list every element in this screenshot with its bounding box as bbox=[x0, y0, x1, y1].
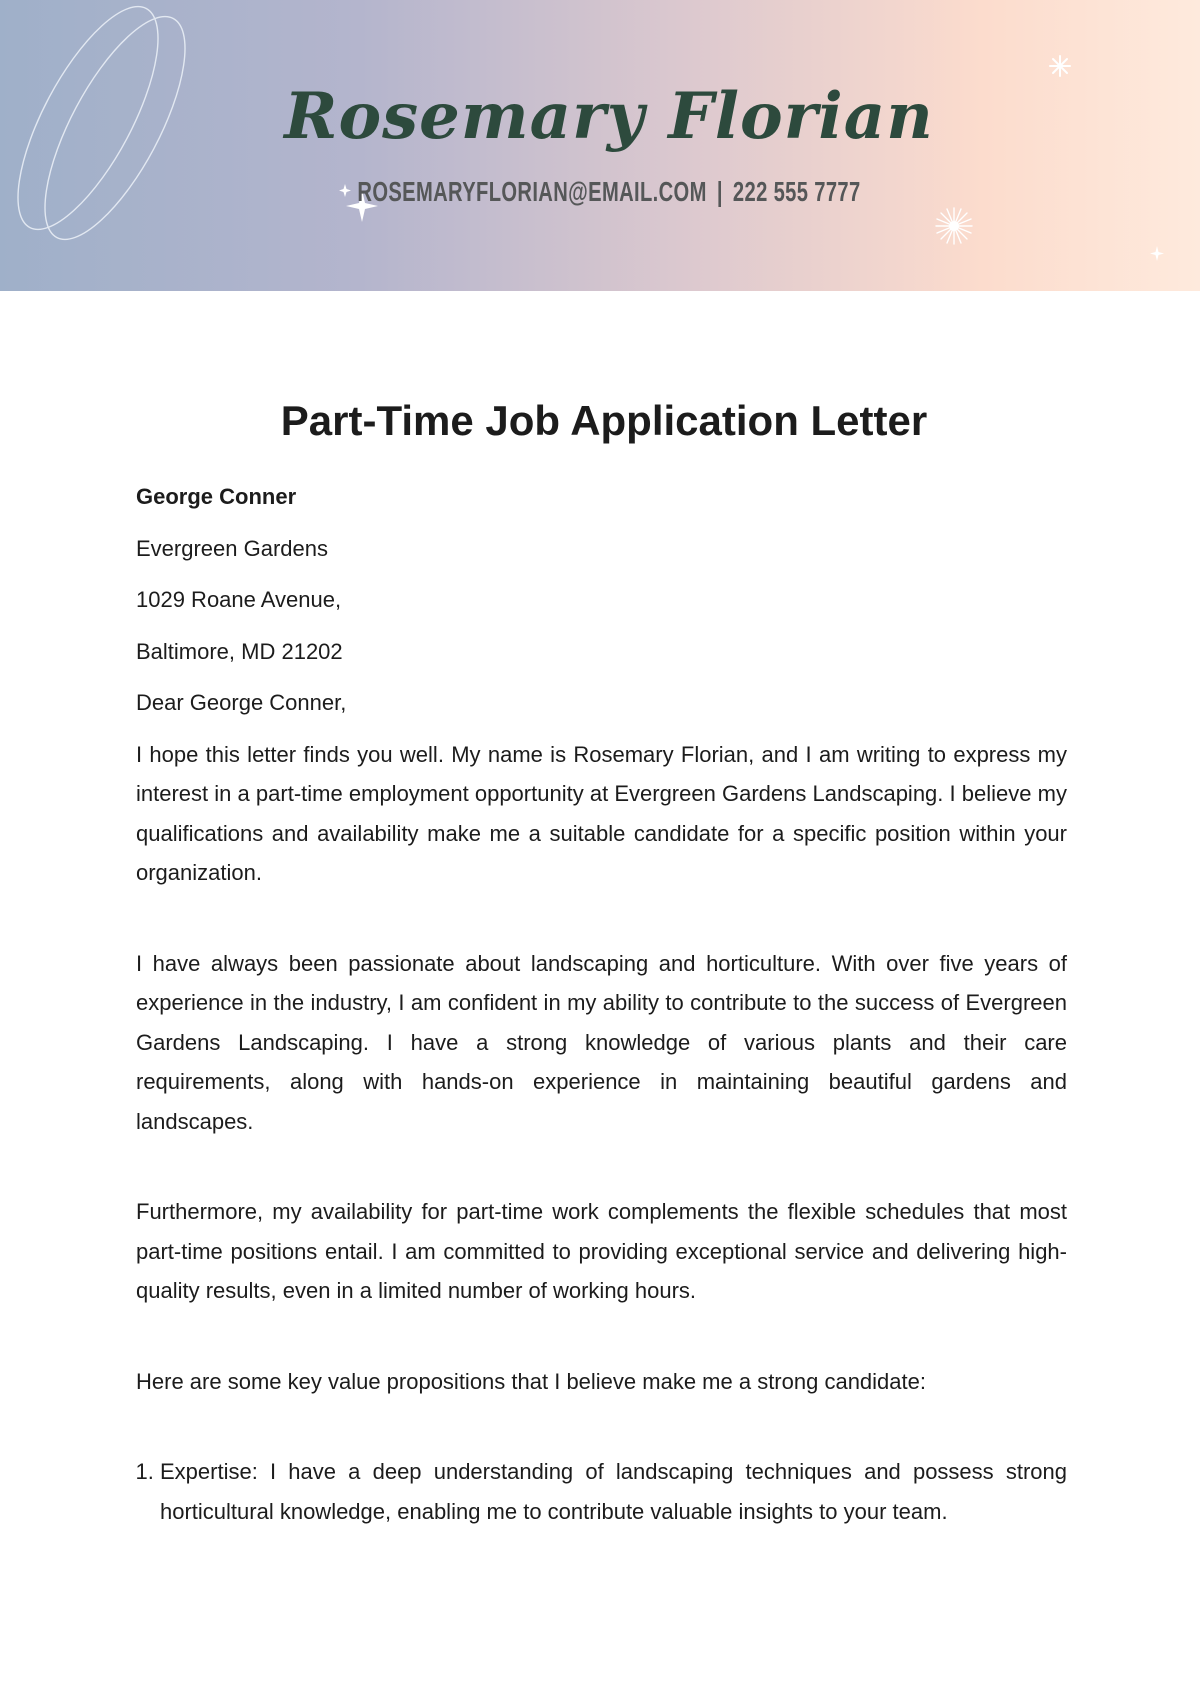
recipient-city: Baltimore, MD 21202 bbox=[136, 638, 343, 664]
sender-email: ROSEMARYFLORIAN@EMAIL.COM bbox=[357, 176, 707, 207]
recipient-company: Evergreen Gardens bbox=[136, 535, 328, 561]
contact-separator: | bbox=[716, 176, 723, 207]
recipient-street: 1029 Roane Avenue, bbox=[136, 587, 342, 612]
letter-body bbox=[136, 477, 1067, 1531]
paragraph: Furthermore, my availability for part-time work complements the flexible schedules that most part-time positions entail. I am committed to providing exceptional service and delivering high-quality results, even in a limited number of working hours. bbox=[136, 1199, 1067, 1303]
contact-line bbox=[171, 176, 1048, 208]
paragraph: I hope this letter finds you well. My name is Rosemary Florian, and I am writing to express my interest in a part-time employment opportunity at Evergreen Gardens Landscaping. I believe my qualifications and availability make me a suitable candidate for a specific position within your organization. bbox=[136, 741, 1067, 885]
list-intro: Here are some key value propositions that I believe make me a strong candidate: bbox=[136, 1368, 926, 1394]
list-item: 1. Expertise: I have a deep understanding of landscaping techniques and possess strong horticultural knowledge, enabling me to contribute valuable insights to your team. bbox=[160, 1452, 1067, 1531]
salutation: Dear George Conner, bbox=[136, 690, 347, 715]
header-banner bbox=[0, 0, 1200, 291]
sender-name: Rosemary Florian bbox=[284, 79, 934, 154]
recipient-name: George Conner bbox=[136, 484, 297, 509]
star-icon bbox=[1050, 56, 1070, 76]
burst-icon bbox=[936, 208, 972, 244]
letter-title: Part-Time Job Application Letter bbox=[280, 397, 928, 444]
value-propositions-list bbox=[136, 1452, 1067, 1531]
sender-phone: 222 555 7777 bbox=[732, 176, 861, 207]
paragraph: I have always been passionate about landscaping and horticulture. With over five years of experience in the industry, I am confident in my ability to contribute to the success of Evergreen Gardens Landscaping. I have a strong knowledge of various plants and their care requirements, along with hands-on experience in maintaining beautiful gardens and landscapes. bbox=[136, 950, 1067, 1134]
tiny-sparkle-icon bbox=[1150, 246, 1164, 261]
